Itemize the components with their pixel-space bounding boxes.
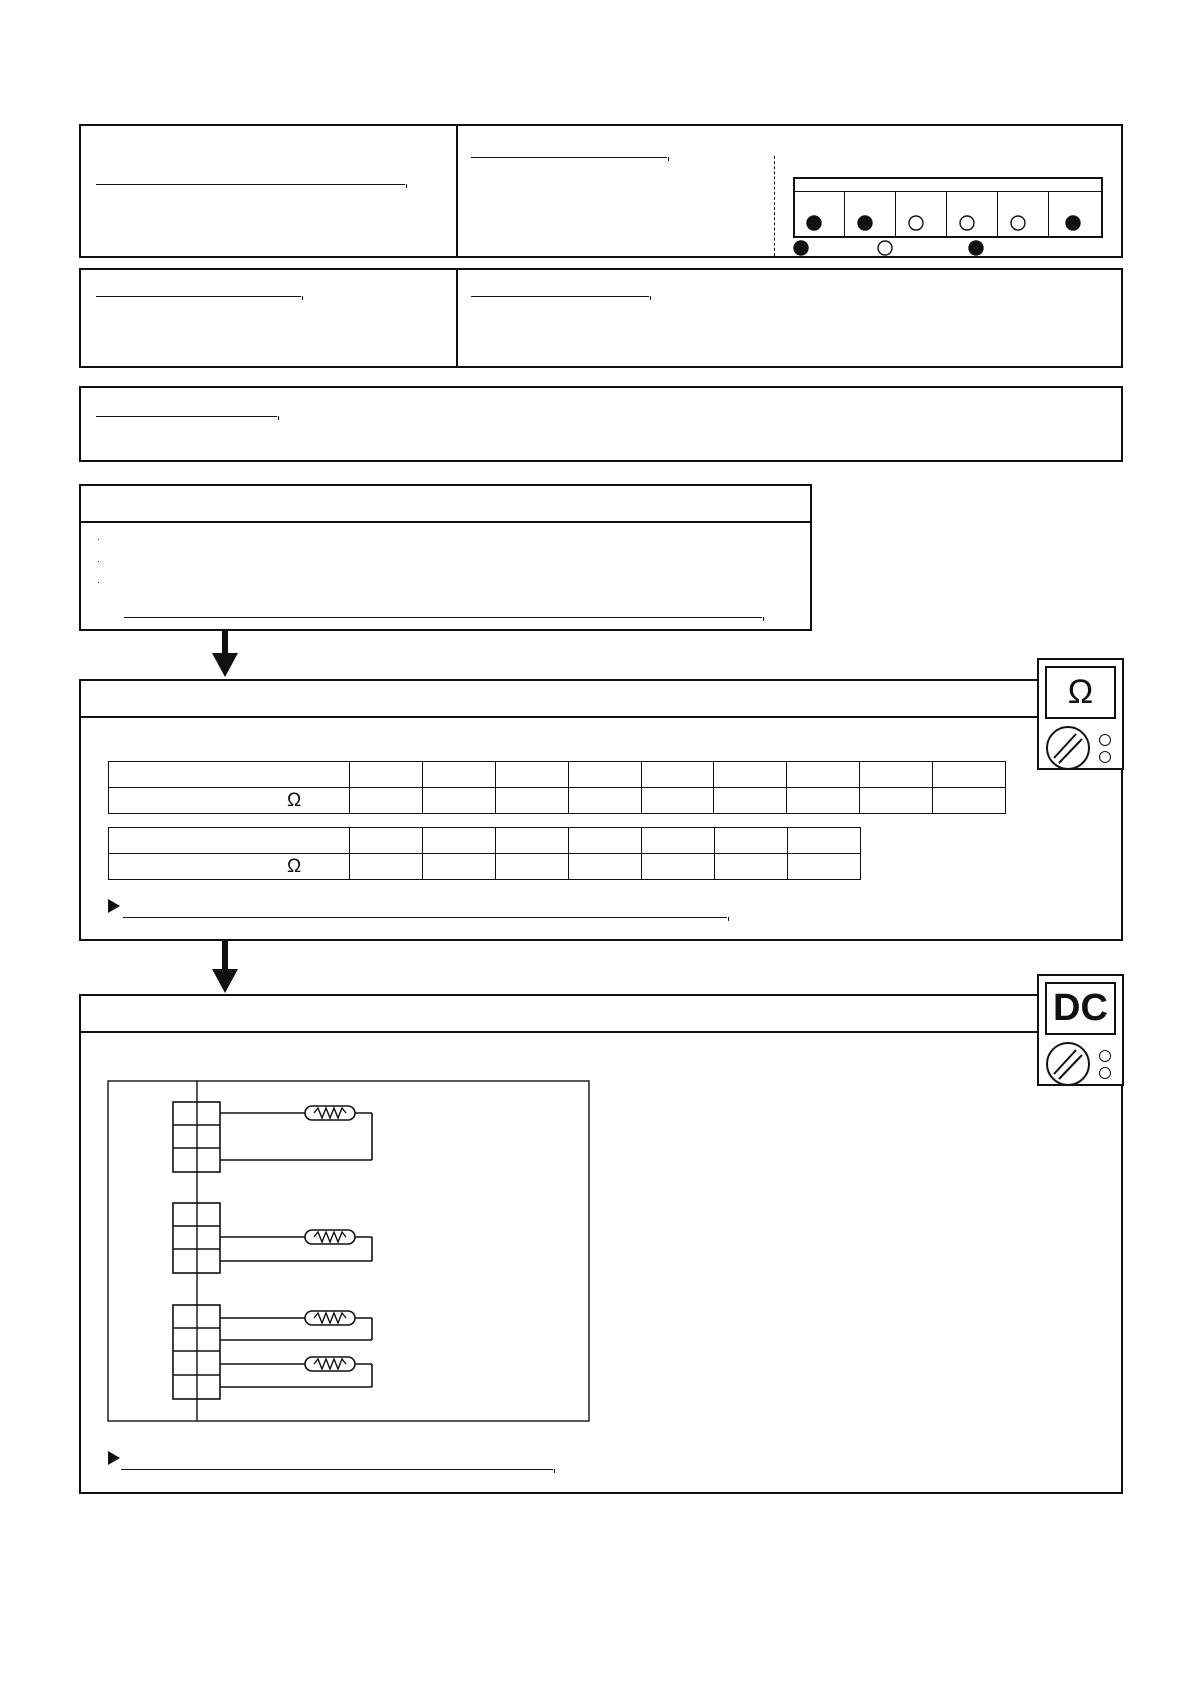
probe-jack-icon: [1099, 751, 1111, 763]
voltage-result-underline: [121, 1469, 553, 1470]
legend-filled-2: [969, 241, 983, 255]
bullet-2: ·: [97, 556, 101, 567]
pin-2: [858, 216, 872, 230]
table-row: [109, 788, 1006, 814]
dashed-separator: [774, 156, 775, 256]
dc-voltmeter-icon: [1037, 974, 1124, 1086]
pin-3: [909, 216, 923, 230]
ohm-display: Ω: [1045, 666, 1116, 719]
triangle-right-icon: [108, 899, 120, 913]
connector-pin-dots: [795, 179, 1101, 236]
voltage-check-header-rule: [79, 1031, 1039, 1033]
resistance-check-header-rule: [79, 716, 1039, 718]
ohmmeter-icon: [1037, 658, 1124, 770]
resistance-result-underline: [123, 917, 727, 918]
table-row: [109, 762, 1006, 788]
pin-5: [1011, 216, 1025, 230]
pin-legend: [790, 238, 1090, 258]
down-arrow-icon: [222, 941, 228, 969]
description-underline: [96, 416, 277, 417]
preliminary-check-underline: [124, 617, 762, 618]
info-divider: [456, 268, 458, 368]
resistance-table-2: [108, 827, 861, 880]
bullet-1: ·: [97, 534, 101, 545]
down-arrow-icon: [222, 631, 228, 653]
preliminary-check-header-rule: [79, 521, 812, 523]
legend-open: [878, 241, 892, 255]
down-arrow-head-icon: [212, 969, 238, 993]
table-row: [109, 854, 861, 880]
header-divider: [456, 124, 458, 258]
ohm-unit-label: Ω: [287, 790, 302, 811]
info-right-underline: [471, 296, 649, 297]
legend-filled: [794, 241, 808, 255]
bullet-3: ·: [97, 577, 101, 588]
pin-4: [960, 216, 974, 230]
info-panel: [79, 268, 1123, 368]
wiring-diagram: [107, 1080, 591, 1424]
preliminary-check-box: [79, 484, 812, 631]
resistance-table-1: [108, 761, 1006, 814]
dial-knob-icon: [1044, 1040, 1092, 1088]
dial-knob-icon: [1044, 724, 1092, 772]
probe-jack-icon: [1099, 1067, 1111, 1079]
ohm-unit-label: Ω: [287, 856, 302, 877]
header-right-underline: [471, 157, 667, 158]
triangle-right-icon: [108, 1451, 120, 1465]
pin-1: [807, 216, 821, 230]
pin-6: [1066, 216, 1080, 230]
info-left-underline: [96, 296, 301, 297]
table-row: [109, 828, 861, 854]
dc-display: DC: [1045, 982, 1116, 1035]
header-left-underline: [96, 184, 405, 185]
probe-jack-icon: [1099, 734, 1111, 746]
description-panel: [79, 386, 1123, 462]
connector-diagram: [793, 177, 1103, 238]
down-arrow-head-icon: [212, 653, 238, 677]
probe-jack-icon: [1099, 1050, 1111, 1062]
